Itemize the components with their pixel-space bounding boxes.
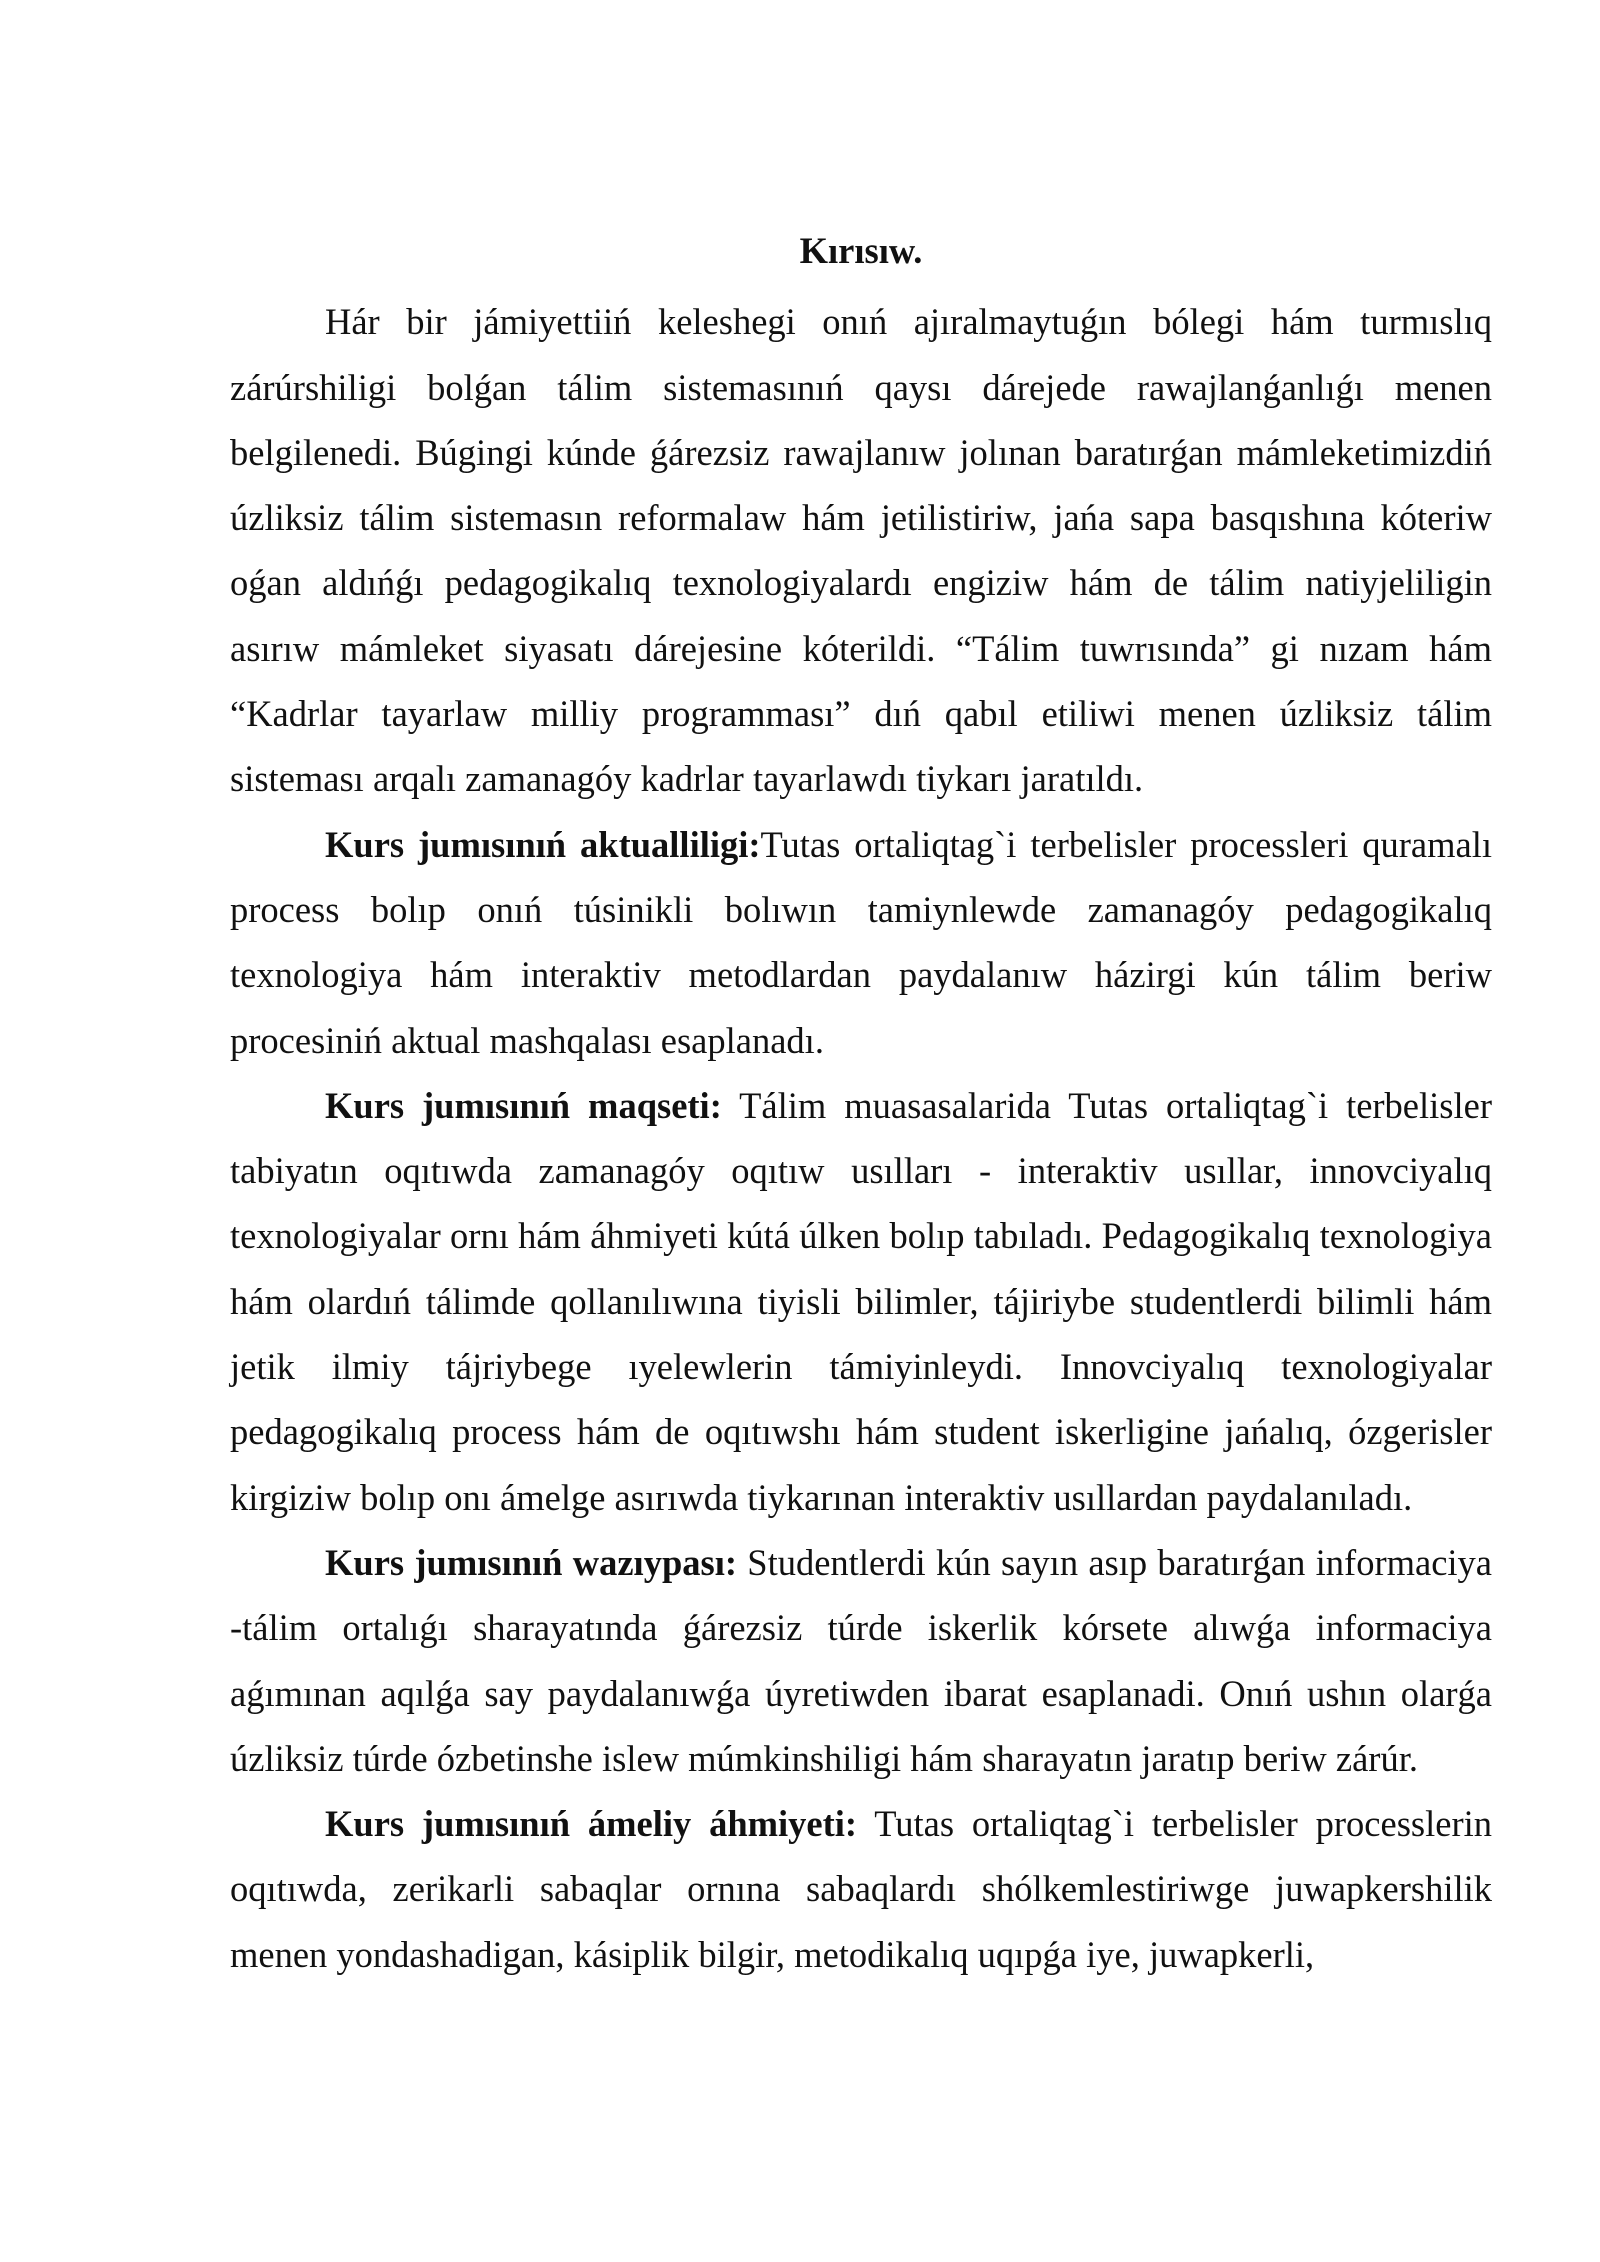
paragraph-heading: Kurs jumısınıń wazıypası: bbox=[325, 1541, 737, 1583]
paragraph-heading: Kurs jumısınıń maqseti: bbox=[325, 1084, 722, 1126]
paragraph-text: Tutas ortaliqtag`i terbelisler processlerin oqıtıwda, zerikarli sabaqlar ornına sabaqlardı shólkemlestiriwge juwapkershilik menen yondashadigan, kásiplik bilgir, metodikalıq uqıpǵa iye, juwapkerli, bbox=[230, 1803, 1492, 1975]
paragraph-text: Tutas ortaliqtag`i terbelisler processleri quramalı process bolıp onıń túsinikli bolıwın tamiynlewde zamanagóy pedagogikalıq texnologiya hám interaktiv metodlardan paydalanıw házirgi kún tálim beriw procesiniń aktual mashqalası esaplanadı. bbox=[230, 823, 1492, 1061]
paragraph-practical-significance bbox=[230, 1791, 1492, 1987]
paragraph-text: Hár bir jámiyettiiń keleshegi onıń ajıralmaytuǵın bólegi hám turmıslıq zárúrshiligi bolǵan tálim sistemasınıń qaysı dárejede rawajlanǵanlıǵı menen belgilenedi. Búgingi kúnde ǵárezsiz rawajlanıw jolınan baratırǵan mámleketimizdiń úzliksiz tálim sistemasın reformalaw hám jetilistiriw, jańa sapa basqıshına kóteriw oǵan aldıńǵı pedagogikalıq texnologiyalardı engiziw hám de tálim natiyjeliligin asırıw mámleket siyasatı dárejesine kóterildi. “Tálim tuwrısında” gi nızam hám “Kadrlar tayarlaw milliy programması” dıń qabıl etiliwi menen úzliksiz tálim sisteması arqalı zamanagóy kadrlar tayarlawdı tiykarı jaratıldı. bbox=[230, 301, 1492, 800]
paragraph-heading: Kurs jumısınıń ámeliy áhmiyeti: bbox=[325, 1803, 858, 1845]
paragraph-intro bbox=[230, 289, 1492, 811]
paragraph-relevance bbox=[230, 812, 1492, 1073]
page-title: Kırısıw. bbox=[799, 230, 923, 271]
document-body bbox=[230, 218, 1492, 1987]
paragraph-text: Tálim muasasalarida Tutas ortaliqtag`i terbelisler tabiyatın oqıtıwda zamanagóy oqıtıw usılları - interaktiv usıllar, innovciyalıq texnologiyalar ornı hám áhmiyeti kútá úlken bolıp tabıladı. Pedagogikalıq texnologiya hám olardıń tálimde qollanılıwına tiyisli bilimler, tájiriybe studentlerdi bilimli hám jetik ilmiy tájriybege ıyelewlerin támiyinleydi. Innovciyalıq texnologiyalar pedagogikalıq process hám de oqıtıwshı hám student iskerligine jańalıq, ózgerisler kirgiziw bolıp onı ámelge asırıwda tiykarınan interaktiv usıllardan paydalanıladı. bbox=[230, 1084, 1492, 1518]
paragraph-text: Studentlerdi kún sayın asıp baratırǵan informaciya -tálim ortalıǵı sharayatında ǵárezsiz túrde iskerlik kórsete alıwǵa informaciya aǵımınan aqılǵa say paydalanıwǵa úyretiwden ibarat esaplanadi. Onıń ushın olarǵa úzliksiz túrde ózbetinshe islew múmkinshiligi hám sharayatın jaratıp beriw zárúr. bbox=[230, 1541, 1492, 1779]
paragraph-tasks bbox=[230, 1530, 1492, 1791]
paragraph-goal bbox=[230, 1073, 1492, 1530]
paragraph-heading: Kurs jumısınıń aktualliligi: bbox=[325, 823, 761, 865]
